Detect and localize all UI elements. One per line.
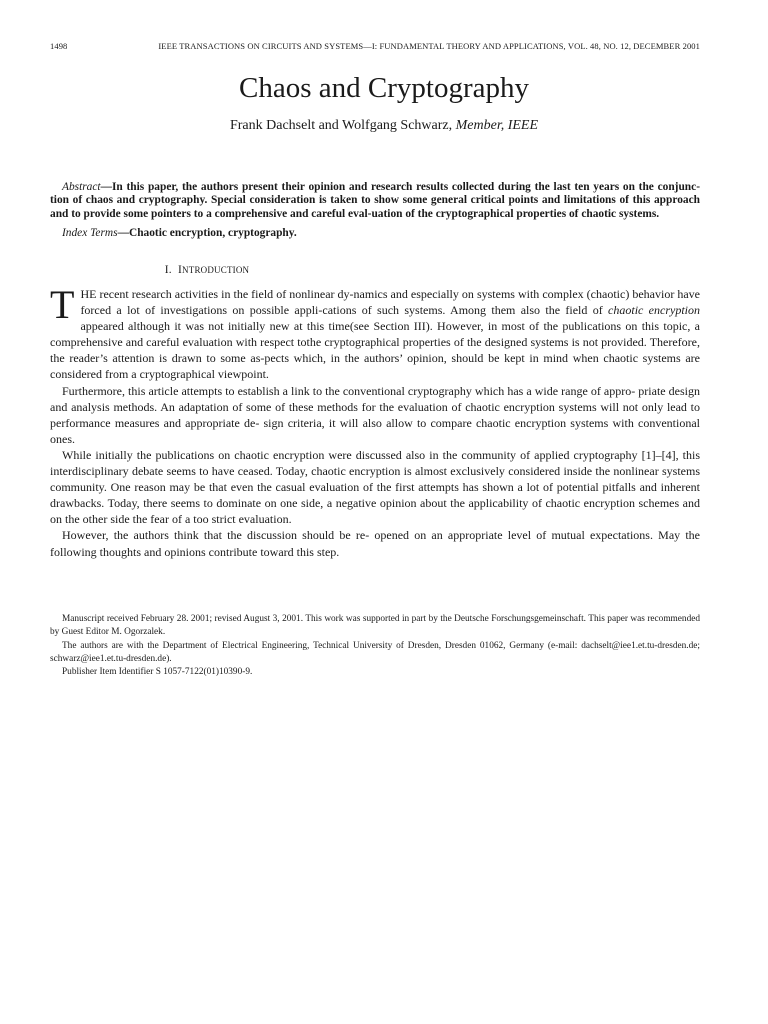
body-text (50, 282, 701, 560)
section-title-rest: NTRODUCTION (182, 265, 250, 275)
abstract-text: —In this paper, the authors present their opinion and research results collected during the last ten years on the conjunc- tion of chaos and cryptography. Special consideration is taken to show some general critical points and limitations of this approach and to provide some pointers to a comprehensive and careful eval-uation of the cryptographical properties of chaotic systems. (50, 181, 700, 220)
paragraph-1-part-2: appeared although it was not initially new at this time(see Section III). However, in most of the publications on this topic, a comprehensive and careful evaluation with respect tothe cryptographical properties of the designed systems is not provided. Therefore, the reader’s attention is drawn to some as-pects which, in the authors’ opinion, should be kept in mind when chaotic systems are considered from a cryptographical viewpoint. (50, 319, 700, 382)
section-number: I. (164, 264, 172, 276)
author-affiliation: Member, IEEE (455, 118, 539, 133)
drop-cap: T (50, 282, 75, 327)
footnote-manuscript: Manuscript received February 28. 2001; revised August 3, 2001. This work was supported in part by the Deutsche Forschungsgemeinschaft. This paper was recommended by Guest Editor M. Ogorzalek. (50, 614, 700, 638)
page-number: 1498 (50, 41, 68, 51)
paragraph-2: Furthermore, this article attempts to establish a link to the conventional cryptography which has a wide range of appro- priate design and analysis methods. An adaptation of some of these methods for the evaluation of chaotic encryption systems will not only lead to performance measures and appropriate de- sign criteria, it will also allow to compare chaotic encryption systems with conventional ones. (50, 383, 700, 446)
paragraph-1-italic: chaotic encryption (608, 303, 701, 318)
author-line (0, 118, 768, 134)
paragraph-1 (50, 282, 701, 383)
footnotes (50, 613, 700, 679)
paragraph-1-part-1: HE recent research activities in the field of nonlinear dy-namics and especially on systems with complex (chaotic) behavior have forced a lot of investigations on possible appli-cations of such systems. Among them also the field of (80, 287, 700, 318)
abstract-lead: Abstract (62, 181, 101, 193)
index-terms-lead: Index Terms (62, 227, 118, 239)
author-names: Frank Dachselt and Wolfgang Schwarz, (229, 118, 453, 133)
footnote-identifier: Publisher Item Identifier S 1057-7122(01)10390-9. (62, 667, 253, 678)
paragraph-4: However, the authors think that the discussion should be re- opened on an appropriate level of mutual expectations. May the following thoughts and opinions contribute toward this step. (50, 528, 700, 559)
paragraph-3: While initially the publications on chaotic encryption were discussed also in the community of applied cryptography [1]–[4], this interdisciplinary debate seems to have ceased. Today, chaotic encryption is almost exclusively considered inside the nonlinear systems community. One reason may be that even the casual evaluation of the first attempts has shown a lot of potential pitfalls and inherent drawbacks. Today, there seems to dominate on one side, a negative opinion about the applicability of chaotic encryption schemes and on the other side the fear of a too strict evaluation. (50, 447, 700, 527)
index-terms-text: —Chaotic encryption, cryptography. (117, 227, 297, 239)
section-heading (0, 264, 414, 276)
abstract (50, 181, 700, 221)
footnote-affiliation: The authors are with the Department of Electrical Engineering, Technical University of Dresden, Dresden 01062, Germany (e-mail: dachselt@iee1.et.tu-dresden.de; schwarz@iee1.et.tu-dresden.de). (50, 640, 700, 664)
paper-title: Chaos and Cryptography (239, 72, 529, 104)
section-title-initial: I (178, 264, 183, 276)
journal-header: IEEE TRANSACTIONS ON CIRCUITS AND SYSTEMS—I: FUNDAMENTAL THEORY AND APPLICATIONS, VOL. 48, NO. 12, DECEMBER 2001 (158, 41, 700, 51)
index-terms (50, 227, 700, 239)
